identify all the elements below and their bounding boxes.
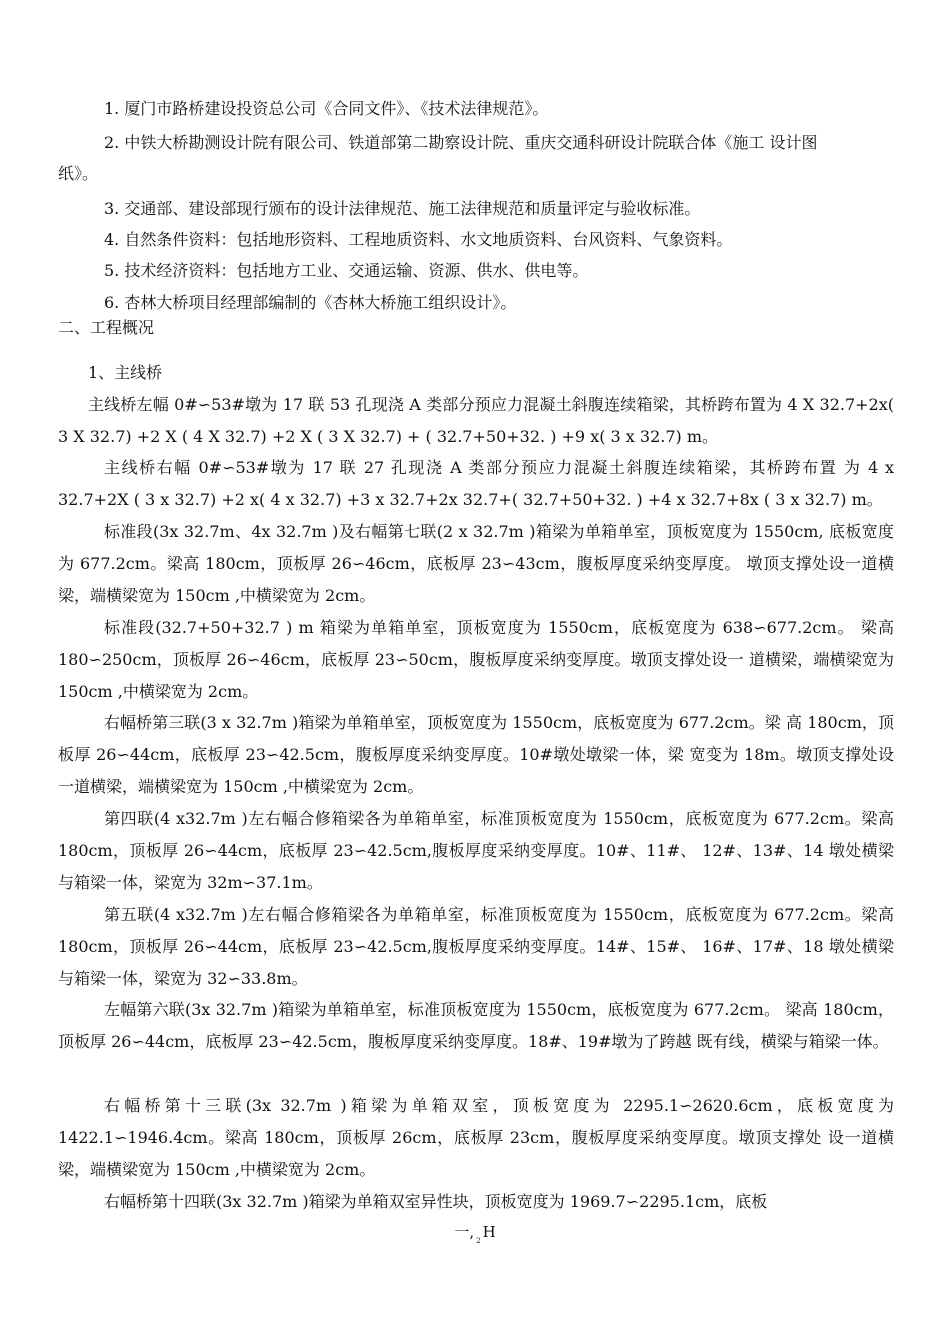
paragraph-standard-section-1: 标准段(3x 32.7m、4x 32.7m )及右幅第七联(2 x 32.7m )箱梁为单箱单室，顶板宽度为 1550cm, 底板宽度为 677.2cm。梁高 180cm，顶板厚 26∽46cm，底板厚 23∽43cm，腹板厚度采纳变厚度。 墩顶支撑处设一道横梁，端横梁宽为 150cm ,中横梁宽为 2cm。 [58, 522, 894, 605]
paragraph-right-third-unit: 右幅桥第三联(3 x 32.7m )箱梁为单箱单室，顶板宽度为 1550cm，底板宽度为 677.2cm。梁 高 180cm，顶板厚 26∽44cm，底板厚 23∽42.5cm，腹板厚度采纳变厚度。10#墩处墩梁一体，梁 宽变为 18m。墩顶支撑处设一道横梁，端横梁宽为 150cm ,中横梁宽为 2cm。 [58, 713, 894, 796]
reference-item-2: 2. 中铁大桥勘测设计院有限公司、铁道部第二勘察设计院、重庆交通科研设计院联合体《施工 设计图 [104, 133, 818, 152]
paragraph-fourth-unit: 第四联(4 x32.7m )左右幅合修箱梁各为单箱单室，标准顶板宽度为 1550cm，底板宽度为 677.2cm。梁高 180cm，顶板厚 26∽44cm，底板厚 23∽42.5cm,腹板厚度采纳变厚度。10#、11#、 12#、13#、14 墩处横梁与箱梁一体，梁宽为 32m∽37.1m。 [58, 809, 894, 892]
paragraph-right-fourteenth-unit: 右幅桥第十四联(3x 32.7m )箱梁为单箱双室异性块，顶板宽度为 1969.7∽2295.1cm，底板 [104, 1192, 768, 1211]
reference-item-3: 3. 交通部、建设部现行颁布的设计法律规范、施工法律规范和质量评定与验收标准。 [104, 199, 701, 218]
paragraph-left-sixth-unit: 左幅第六联(3x 32.7m )箱梁为单箱单室，标准顶板宽度为 1550cm，底板宽度为 677.2cm。 梁高 180cm，顶板厚 26∽44cm，底板厚 23∽42.5cm，腹板厚度采纳变厚度。18#、19#墩为了跨越 既有线，横梁与箱梁一体。 [58, 1000, 894, 1051]
page-footer [0, 1222, 950, 1251]
reference-item-5: 5. 技术经济资料：包括地方工业、交通运输、资源、供水、供电等。 [104, 261, 589, 280]
paragraph-right-span: 主线桥右幅 0#∽53#墩为 17 联 27 孔现浇 A 类部分预应力混凝土斜腹连续箱梁，其桥跨布置 为 4 x 32.7+2X ( 3 x 32.7) +2 x( 4 x 32.7) +3 x 32.7+2x 32.7+( 32.7+50+32. ) +4 x 32.7+8x ( 3 x 32.7) m。 [58, 458, 894, 509]
paragraph-standard-section-2: 标准段(32.7+50+32.7 ) m 箱梁为单箱单室，顶板宽度为 1550cm，底板宽度为 638∽677.2cm。 梁高 180∽250cm，顶板厚 26∽46cm，底板厚 23∽50cm，腹板厚度采纳变厚度。墩顶支撑处设一 道横梁，端横梁宽为 150cm ,中横梁宽为 2cm。 [58, 618, 894, 701]
reference-item-2-continuation: 纸》。 [58, 164, 99, 183]
page-number: 2 [476, 1237, 481, 1245]
reference-item-1: 1. 厦门市路桥建设投资总公司《合同文件》、《技术法律规范》。 [104, 99, 549, 118]
reference-item-4: 4. 自然条件资料：包括地形资料、工程地质资料、水文地质资料、台风资料、气象资料。 [104, 230, 733, 249]
footer-left-mark: 一, [454, 1223, 475, 1241]
subsection-heading: 1、主线桥 [88, 363, 163, 382]
reference-item-6: 6. 杏林大桥项目经理部编制的《杏林大桥施工组织设计》。 [104, 293, 517, 312]
paragraph-left-span: 主线桥左幅 0#∽53#墩为 17 联 53 孔现浇 A 类部分预应力混凝土斜腹连续箱梁，其桥跨布置为 4 X 32.7+2x( 3 X 32.7) +2 X ( 4 X 32.7) +2 X ( 3 X 32.7) + ( 32.7+50+32. ) +9 x( 3 x 32.7) m。 [58, 395, 894, 446]
footer-right-mark: H [482, 1223, 496, 1241]
paragraph-right-thirteenth-unit: 右幅桥第十三联(3x 32.7m )箱梁为单箱双室，顶板宽度为 2295.1∽2620.6cm，底板宽度为 1422.1∽1946.4cm。梁高 180cm，顶板厚 26cm，底板厚 23cm，腹板厚度采纳变厚度。墩顶支撑处 设一道横梁，端横梁宽为 150cm ,中横梁宽为 2cm。 [58, 1096, 894, 1179]
paragraph-fifth-unit: 第五联(4 x32.7m )左右幅合修箱梁各为单箱单室，标准顶板宽度为 1550cm，底板宽度为 677.2cm。梁高 180cm，顶板厚 26∽44cm，底板厚 23∽42.5cm,腹板厚度采纳变厚度。14#、15#、 16#、17#、18 墩处横梁与箱梁一体，梁宽为 32∽33.8m。 [58, 905, 894, 988]
section-heading: 二、工程概况 [58, 318, 155, 337]
